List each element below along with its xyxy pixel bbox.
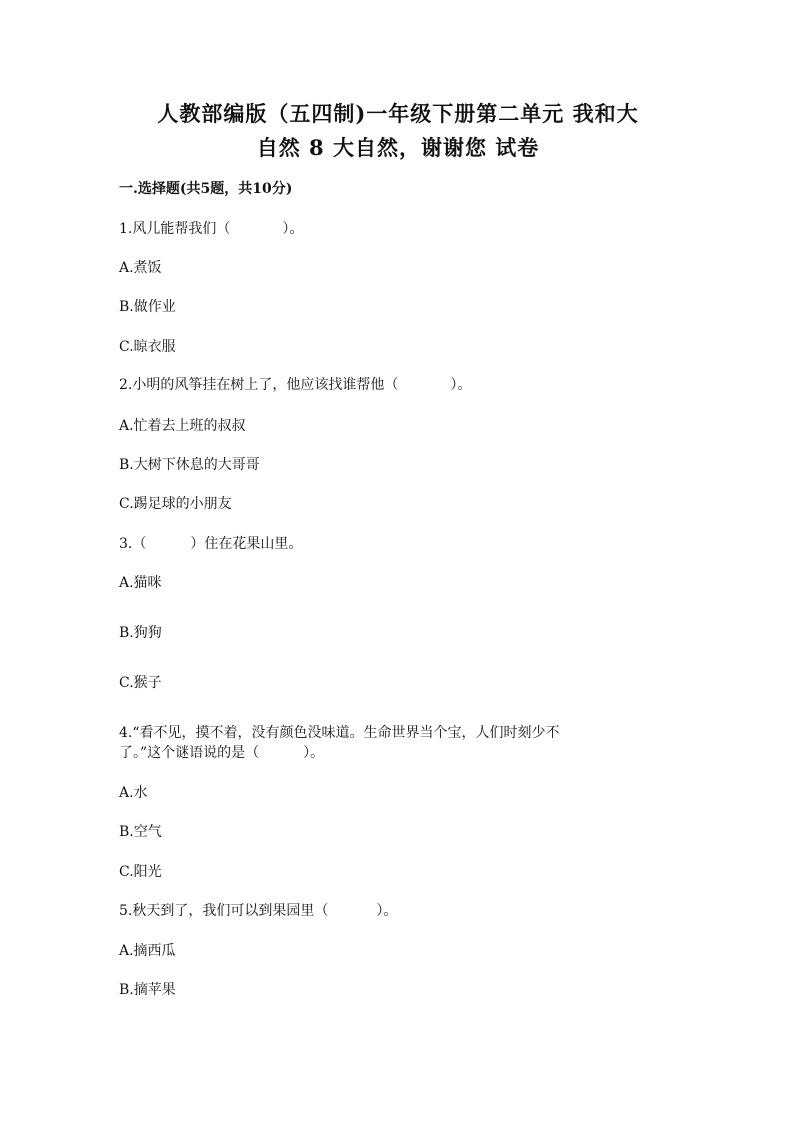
document-title-line-2: 自然 8 大自然，谢谢您 试卷 bbox=[256, 135, 540, 160]
question-1-stem bbox=[119, 218, 303, 238]
question-2-stem bbox=[119, 374, 471, 394]
question-4-option-b: B.空气 bbox=[119, 824, 162, 840]
question-4-stem-before: 了。”这个谜语说的是（ bbox=[119, 745, 260, 761]
question-3-stem-after: ）住在花果山里。 bbox=[190, 536, 303, 552]
question-5-stem-before: 5.秋天到了，我们可以到果园里（ bbox=[119, 903, 329, 919]
question-4-stem-line-1: 4.“看不见，摸不着，没有颜色没味道。生命世界当个宝，人们时刻少不 bbox=[119, 725, 560, 741]
question-5-stem bbox=[119, 900, 397, 920]
question-3-option-a: A.猫咪 bbox=[119, 575, 162, 591]
question-5-option-a: A.摘西瓜 bbox=[119, 943, 176, 959]
document-title-line-1: 人教部编版（五四制)一年级下册第二单元 我和大 bbox=[157, 101, 639, 126]
question-1-option-a: A.煮饭 bbox=[119, 260, 162, 276]
question-3-option-c: C.猴子 bbox=[119, 675, 162, 691]
question-4-option-a: A.水 bbox=[119, 785, 148, 801]
question-2-stem-after: ）。 bbox=[450, 377, 472, 393]
question-1-option-c: C.晾衣服 bbox=[119, 339, 176, 355]
question-1-stem-before: 1.风儿能帮我们（ bbox=[119, 221, 231, 237]
question-3-stem bbox=[119, 533, 302, 553]
question-4-stem-line-2 bbox=[119, 742, 324, 762]
question-5-stem-after: ）。 bbox=[376, 903, 398, 919]
question-3-option-b: B.狗狗 bbox=[119, 625, 162, 641]
question-2-option-a: A.忙着去上班的叔叔 bbox=[119, 418, 246, 434]
question-2-option-c: C.踢足球的小朋友 bbox=[119, 496, 232, 512]
question-3-stem-before: 3.（ bbox=[119, 536, 147, 552]
question-1-option-b: B.做作业 bbox=[119, 299, 176, 315]
question-4-option-c: C.阳光 bbox=[119, 864, 162, 880]
question-2-option-b: B.大树下休息的大哥哥 bbox=[119, 457, 260, 473]
question-1-stem-after: ）。 bbox=[282, 221, 304, 237]
question-2-stem-before: 2.小明的风筝挂在树上了，他应该找谁帮他（ bbox=[119, 377, 399, 393]
question-4-stem-after: ）。 bbox=[303, 745, 325, 761]
section-header: 一.选择题(共5题，共10分) bbox=[119, 181, 293, 197]
question-5-option-b: B.摘苹果 bbox=[119, 982, 176, 998]
